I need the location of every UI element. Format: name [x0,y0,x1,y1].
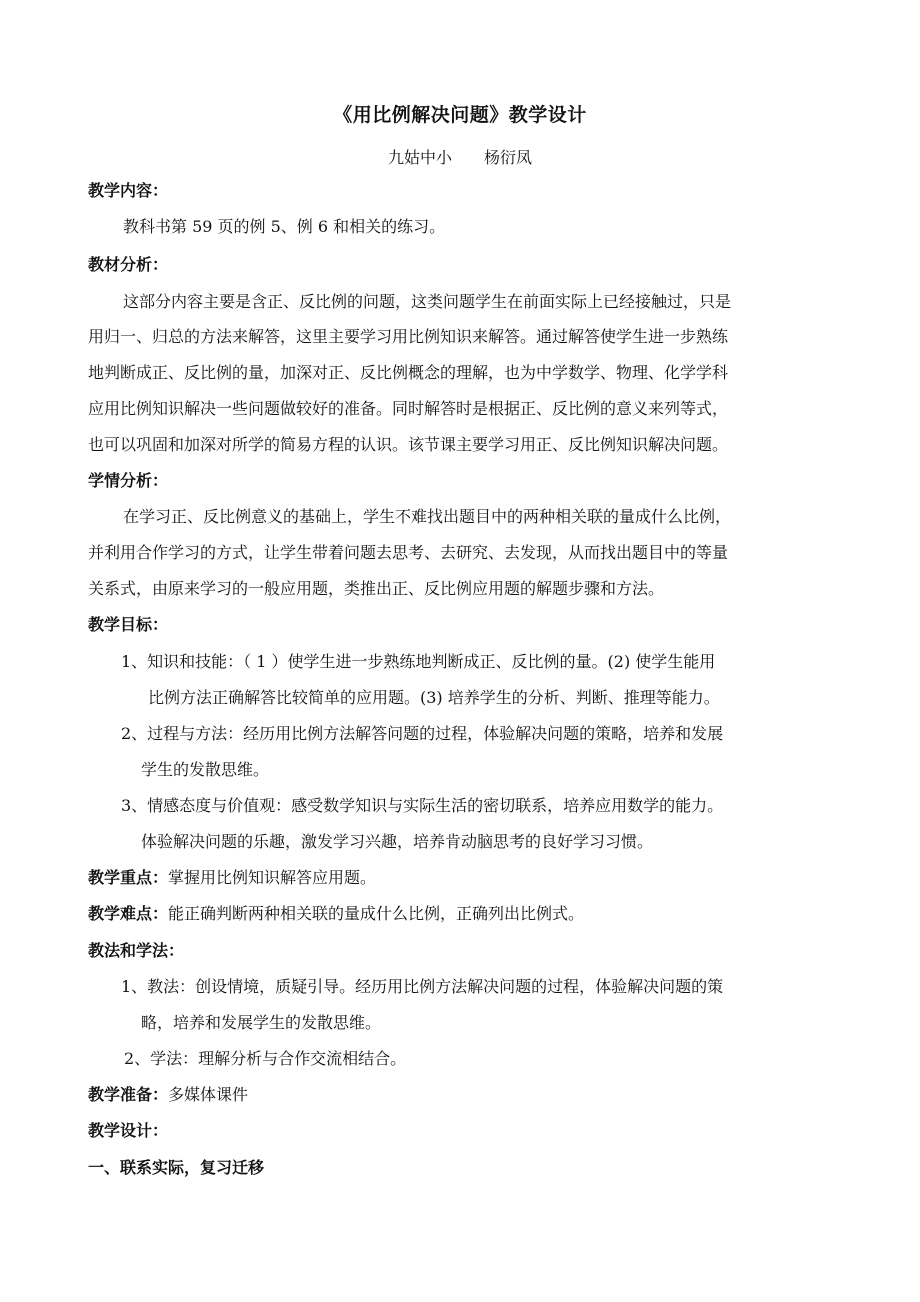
material-line: 地判断成正、反比例的量，加深对正、反比例概念的理解，也为中学数学、物理、化学学科 [88,363,729,382]
goal-item-cont: 比例方法正确解答比较简单的应用题。(3) 培养学生的分析、判断、推理等能力。 [148,688,720,707]
student-line: 关系式，由原来学习的一般应用题，类推出正、反比例应用题的解题步骤和方法。 [88,579,665,598]
material-line: 用归一、归总的方法来解答，这里主要学习用比例知识来解答。通过解答使学生进一步熟练 [88,327,729,346]
material-line: 也可以巩固和加深对所学的简易方程的认识。该节课主要学习用正、反比例知识解决问题。 [88,435,729,454]
difficulty-row [88,903,838,925]
content-text: 教科书第 59 页的例 5、例 6 和相关的练习。 [123,217,446,236]
method-heading: 教法和学法： [88,941,185,960]
method-item: 1、教法：创设情境，质疑引导。经历用比例方法解决问题的过程，体验解决问题的策 [121,977,724,996]
material-heading: 教材分析： [88,255,169,274]
student-heading: 学情分析： [88,471,169,490]
key-text: 掌握用比例知识解答应用题。 [168,868,377,887]
key-heading: 教学重点： [88,868,169,887]
goal-heading: 教学目标： [88,615,169,634]
material-line: 这部分内容主要是含正、反比例的问题，这类问题学生在前面实际上已经接触过，只是 [123,292,732,311]
goal-item: 1、知识和技能：（ 1 ）使学生进一步熟练地判断成正、反比例的量。(2) 使学生能用 [121,652,716,671]
method-item: 2、学法：理解分析与合作交流相结合。 [124,1049,407,1068]
material-line: 应用比例知识解决一些问题做较好的准备。同时解答时是根据正、反比例的意义来列等式， [88,399,729,418]
goal-item-cont: 体验解决问题的乐趣，激发学习兴趣，培养肯动脑思考的良好学习习惯。 [141,832,654,851]
goal-item-cont: 学生的发散思维。 [141,760,270,779]
student-line: 并利用合作学习的方式，让学生带着问题去思考、去研究、去发现，从而找出题目中的等量 [88,543,729,562]
key-point-row [88,867,838,889]
method-item-cont: 略，培养和发展学生的发散思维。 [141,1013,382,1032]
prep-heading: 教学准备： [88,1085,169,1104]
content-heading: 教学内容： [88,181,169,200]
step1-heading: 一、联系实际，复习迁移 [88,1158,265,1177]
difficulty-heading: 教学难点： [88,904,169,923]
page-title: 《用比例解决问题》教学设计 [333,104,587,126]
author-line: 九姑中小 杨衍凤 [387,148,532,167]
prep-text: 多媒体课件 [168,1085,249,1104]
goal-item: 2、过程与方法：经历用比例方法解答问题的过程，体验解决问题的策略，培养和发展 [121,724,724,743]
difficulty-text: 能正确判断两种相关联的量成什么比例，正确列出比例式。 [168,904,585,923]
design-heading: 教学设计： [88,1121,169,1140]
goal-item: 3、情感态度与价值观：感受数学知识与实际生活的密切联系，培养应用数学的能力。 [121,796,724,815]
student-line: 在学习正、反比例意义的基础上，学生不难找出题目中的两种相关联的量成什么比例， [123,507,732,526]
prep-row [88,1084,838,1106]
